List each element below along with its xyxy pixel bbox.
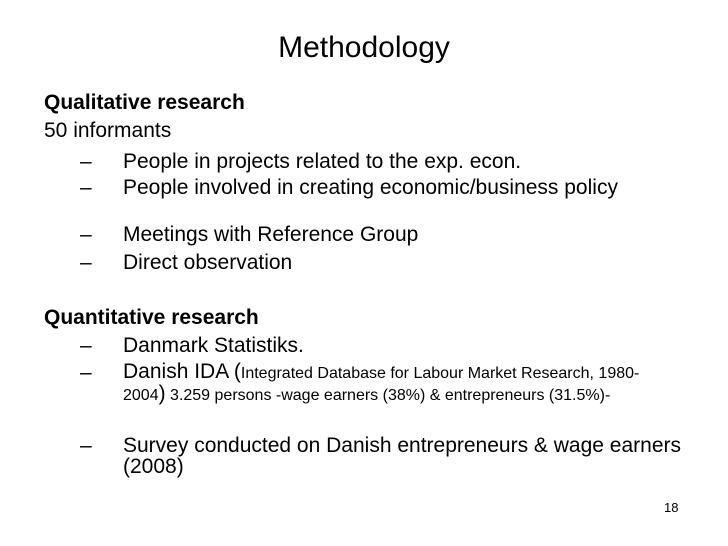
list-item-text [123, 362, 663, 406]
dash-bullet: – [80, 176, 92, 199]
list-item [80, 224, 700, 245]
list-item [80, 151, 700, 172]
list-item [80, 435, 700, 477]
dash-bullet: – [80, 434, 92, 457]
dash-bullet: – [80, 361, 92, 384]
quantitative-heading: Quantitative research [44, 306, 259, 329]
list-item-text: Direct observation [123, 251, 293, 274]
list-item-text: People in projects related to the exp. econ. [123, 150, 522, 173]
qualitative-heading: Qualitative research [44, 91, 245, 114]
list-item-text: Danmark Statistiks. [123, 334, 304, 357]
list-item-text: Survey conducted on Danish entrepreneurs & wage earners (2008) [123, 434, 681, 478]
qualitative-subheading: 50 informants [44, 119, 172, 142]
list-item [80, 362, 700, 406]
dash-bullet: – [80, 251, 92, 274]
dash-bullet: – [80, 150, 92, 173]
page-number: 18 [664, 500, 679, 515]
slide-title: Methodology [278, 31, 450, 64]
list-item-text: People involved in creating economic/business policy [123, 176, 618, 199]
list-item [80, 335, 700, 356]
ida-close-paren: ) [158, 382, 166, 405]
ida-detail: 3.259 persons -wage earners (38%) & entrepreneurs (31.5%)- [165, 387, 611, 404]
ida-lead: Danish IDA ( [123, 360, 241, 383]
dash-bullet: – [80, 223, 92, 246]
list-item [80, 177, 700, 198]
ida-database-name: Integrated Database for Labour Market Research, 1980-2004 [123, 365, 640, 404]
list-item [80, 252, 700, 273]
dash-bullet: – [80, 334, 92, 357]
list-item-text: Meetings with Reference Group [123, 223, 419, 246]
